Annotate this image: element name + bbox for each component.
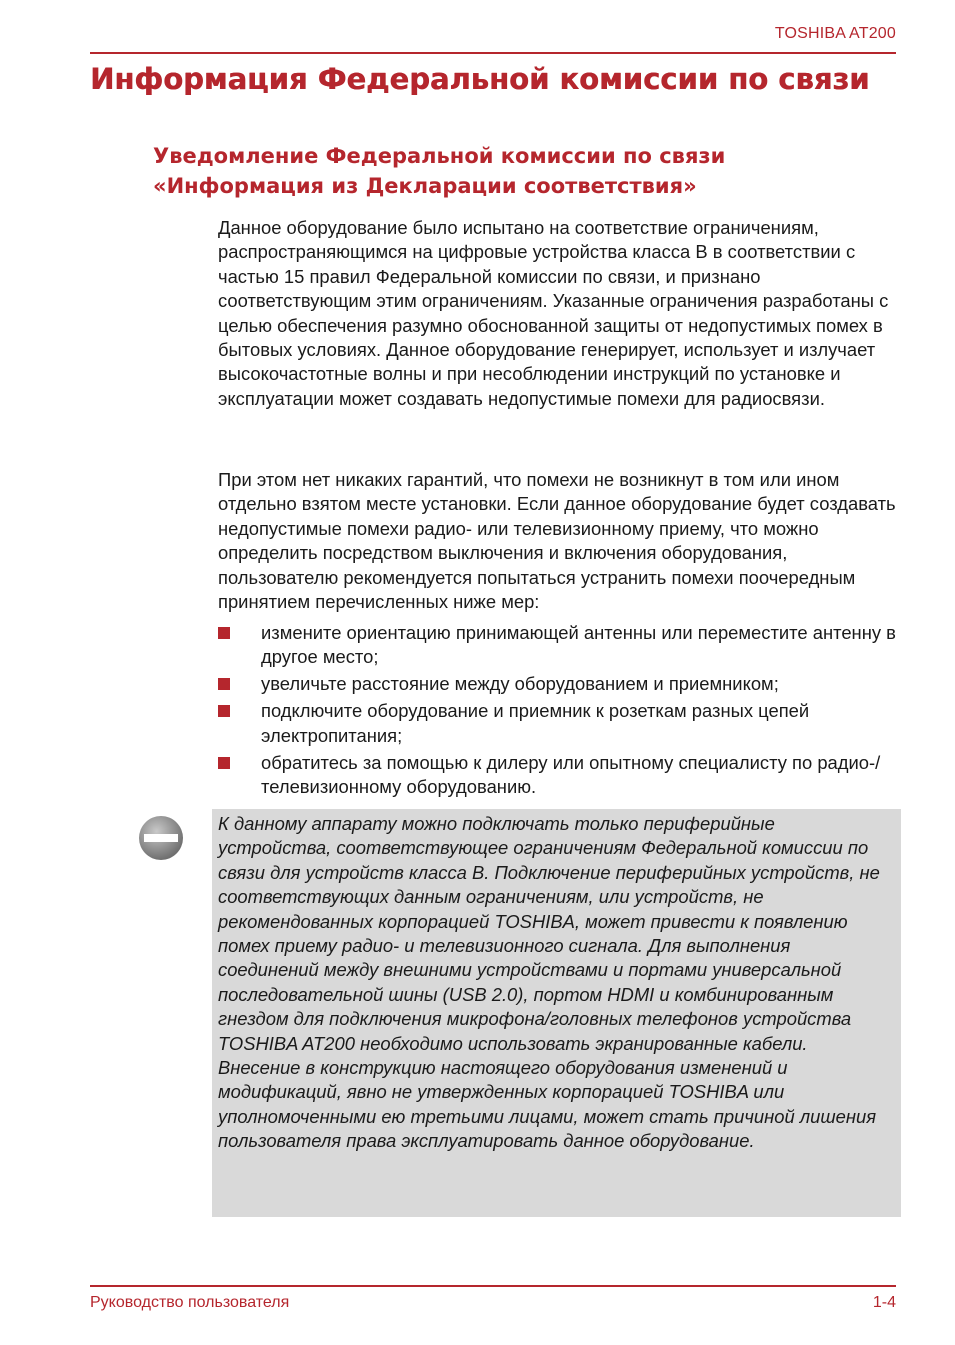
page-number: 1-4 (872, 1294, 896, 1311)
bullet-square-icon (218, 627, 230, 639)
paragraph-2: При этом нет никаких гарантий, что помехи не возникнут в том или ином отдельно взятом месте установки. Если данное оборудование будет создавать недопустимые помехи радио- или телевизионному приему, что можно определить посредством выключения и включения оборудования, пользователю рекомендуется попытаться устранить помехи поочередным принятием перечисленных ниже мер: (218, 469, 896, 613)
page-title: Информация Федеральной комиссии по связи (90, 62, 870, 96)
paragraph-1: Данное оборудование было испытано на соответствие ограничениям, распространяющимся на цифровые устройства класса B в соответствии с частью 15 правил Федеральной комиссии по связи, и признано соответствующим этим ограничениям. Указанные ограничения разработаны с целью обеспечения разумно обоснованной защиты от недопустимых помех в бытовых условиях. Данное оборудование генерирует, использует и излучает высокочастотные волны и при несоблюдении инструкций по установке и эксплуатации может создавать недопустимые помехи для радиосвязи. (218, 217, 889, 409)
list-item: подключите оборудование и приемник к розеткам разных цепей электропитания; (218, 699, 898, 748)
list-item: обратитесь за помощью к дилеру или опытному специалисту по радио-/телевизионному оборудованию. (218, 751, 898, 800)
bullet-square-icon (218, 757, 230, 769)
bullet-square-icon (218, 705, 230, 717)
section-subtitle (153, 141, 883, 201)
footer-rule (90, 1285, 896, 1287)
stop-icon (138, 815, 184, 861)
subtitle-line-2: «Информация из Декларации соответствия» (153, 174, 697, 198)
header-product-name: TOSHIBA AT200 (774, 25, 896, 42)
footer-doc-title: Руководство пользователя (90, 1294, 290, 1311)
list-item: увеличьте расстояние между оборудованием и приемником; (218, 672, 898, 696)
list-item: измените ориентацию принимающей антенны или переместите антенну в другое место; (218, 621, 898, 670)
measures-list (218, 621, 898, 802)
note-text: К данному аппарату можно подключать только периферийные устройства, соответствующее ограничениям Федеральной комиссии по связи для устройств класса B. Подключение периферийных устройств, не соответствующих данным ограничениям, или устройств, не рекомендованных корпорацией TOSHIBA, может привести к появлению помех приему радио- и телевизионного сигнала. Для выполнения соединений между внешними устройствами и портами универсальной последовательной шины (USB 2.0), портом HDMI и комбинированным гнездом для подключения микрофона/головных телефонов устройства TOSHIBA AT200 необходимо использовать экранированные кабели. Внесение в конструкцию настоящего оборудования изменений и модификаций, явно не утвержденных корпорацией TOSHIBA или уполномоченными ею третьими лицами, может стать причиной лишения пользователя права эксплуатировать данное оборудование. (218, 813, 880, 1152)
subtitle-line-1: Уведомление Федеральной комиссии по связи (153, 144, 726, 168)
bullet-square-icon (218, 678, 230, 690)
header-rule (90, 52, 896, 54)
